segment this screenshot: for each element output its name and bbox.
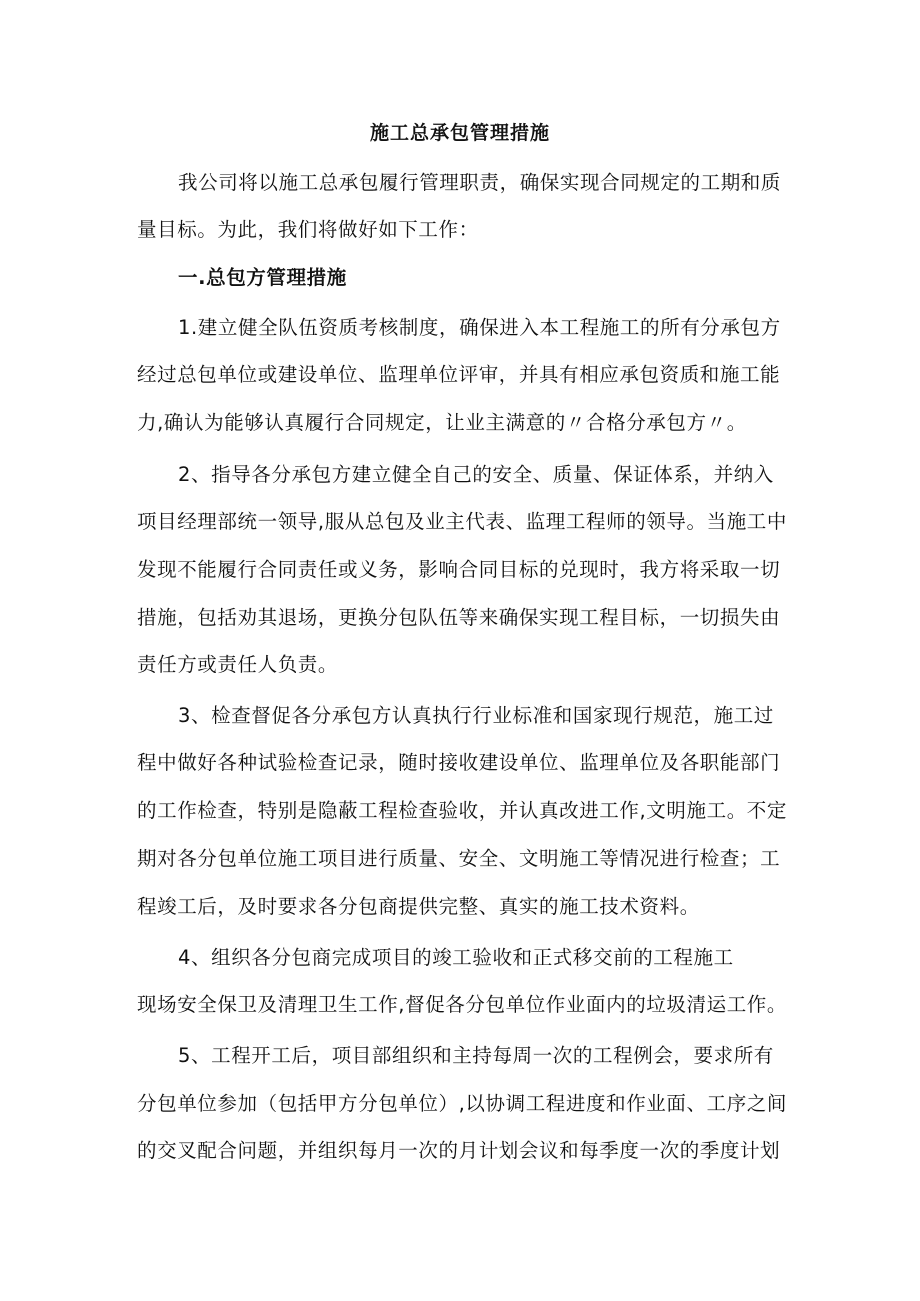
paragraph-line: 的工作检查，特别是隐蔽工程检查验收，并认真改进工作,文明施工。不定 xyxy=(137,799,787,822)
paragraph-line: 现场安全保卫及清理卫生工作,督促各分包单位作业面内的垃圾清运工作。 xyxy=(137,993,787,1016)
paragraph-line: 4、组织各分包商完成项目的竣工验收和正式移交前的工程施工 xyxy=(178,946,734,969)
intro-line: 我公司将以施工总承包履行管理职责，确保实现合同规定的工期和质 xyxy=(178,171,782,194)
intro-line: 量目标。为此，我们将做好如下工作： xyxy=(137,218,479,241)
paragraph-line: 发现不能履行合同责任或义务，影响合同目标的兑现时，我方将采取一切 xyxy=(137,558,781,581)
paragraph-line: 项目经理部统一领导,服从总包及业主代表、监理工程师的领导。当施工中 xyxy=(137,510,787,533)
paragraph-line: 程中做好各种试验检查记录，随时接收建设单位、监理单位及各职能部门 xyxy=(137,751,781,774)
paragraph-line: 措施，包括劝其退场，更换分包队伍等来确保实现工程目标，一切损失由 xyxy=(137,606,781,629)
paragraph-line: 力,确认为能够认真履行合同规定，让业主满意的〃合格分承包方〃。 xyxy=(137,411,747,434)
paragraph-line: 5、工程开工后，项目部组织和主持每周一次的工程例会，要求所有 xyxy=(178,1044,774,1067)
paragraph-line: 分包单位参加（包括甲方分包单位）,以协调工程进度和作业面、工序之间 xyxy=(137,1092,787,1115)
paragraph-line: 1.建立健全队伍资质考核制度，确保进入本工程施工的所有分承包方 xyxy=(178,316,781,339)
paragraph-line: 程竣工后，及时要求各分包商提供完整、真实的施工技术资料。 xyxy=(137,895,700,918)
paragraph-line: 3、检查督促各分承包方认真执行行业标准和国家现行规范，施工过 xyxy=(178,704,774,727)
paragraph-line: 2、指导各分承包方建立健全自己的安全、质量、保证体系，并纳入 xyxy=(178,463,774,486)
paragraph-line: 的交叉配合问题，并组织每月一次的月计划会议和每季度一次的季度计划 xyxy=(137,1139,781,1162)
section-heading: 一.总包方管理措施 xyxy=(178,266,347,289)
paragraph-line: 责任方或责任人负责。 xyxy=(137,653,339,676)
document-title: 施工总承包管理措施 xyxy=(369,122,550,144)
paragraph-line: 经过总包单位或建设单位、监理单位评审，并具有相应承包资质和施工能 xyxy=(137,363,781,386)
paragraph-line: 期对各分包单位施工项目进行质量、安全、文明施工等情况进行检查；工 xyxy=(137,847,781,870)
